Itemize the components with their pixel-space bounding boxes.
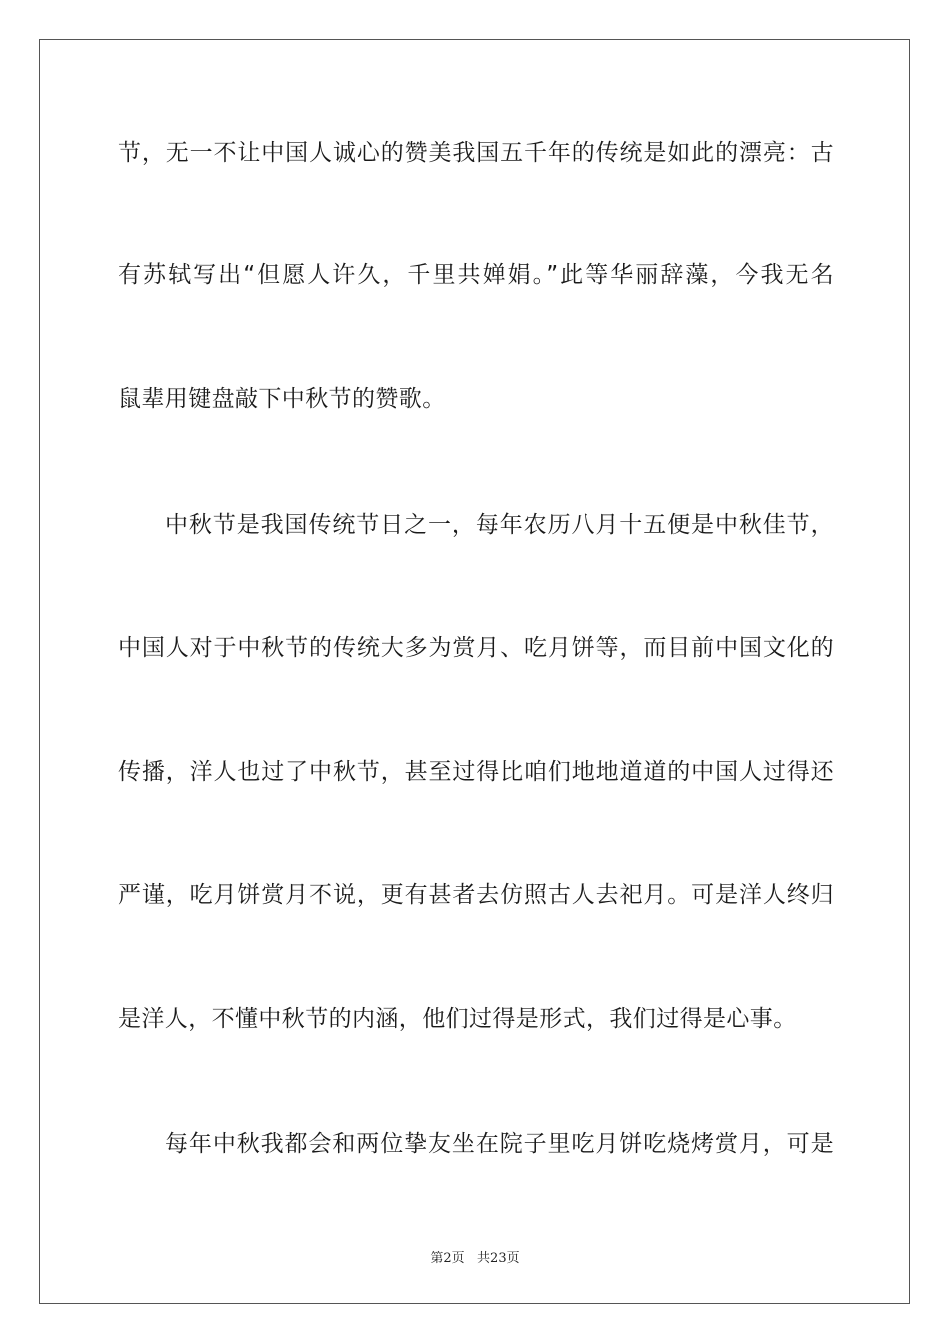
text-line-2: 有苏轼写出“但愿人许久，千里共婵娟。”此等华丽辞藻，今我无名 bbox=[118, 262, 834, 288]
text-line-4: 中秋节是我国传统节日之一，每年农历八月十五便是中秋佳节， bbox=[165, 512, 834, 538]
text-line-8: 是洋人，不懂中秋节的内涵，他们过得是形式，我们过得是心事。 bbox=[118, 1006, 797, 1032]
text-line-1: 节，无一不让中国人诚心的赞美我国五千年的传统是如此的漂亮：古 bbox=[118, 140, 834, 166]
text-line-5: 中国人对于中秋节的传统大多为赏月、吃月饼等，而目前中国文化的 bbox=[118, 635, 834, 661]
text-line-3: 鼠辈用键盘敲下中秋节的赞歌。 bbox=[118, 386, 446, 412]
text-line-6: 传播，洋人也过了中秋节，甚至过得比咱们地地道道的中国人过得还 bbox=[118, 759, 834, 785]
page-number-footer: 第2页 共23页 bbox=[430, 1251, 520, 1266]
text-line-9: 每年中秋我都会和两位挚友坐在院子里吃月饼吃烧烤赏月，可是 bbox=[165, 1131, 834, 1157]
page-border bbox=[39, 39, 910, 1304]
text-line-7: 严谨，吃月饼赏月不说，更有甚者去仿照古人去祀月。可是洋人终归 bbox=[118, 882, 834, 908]
